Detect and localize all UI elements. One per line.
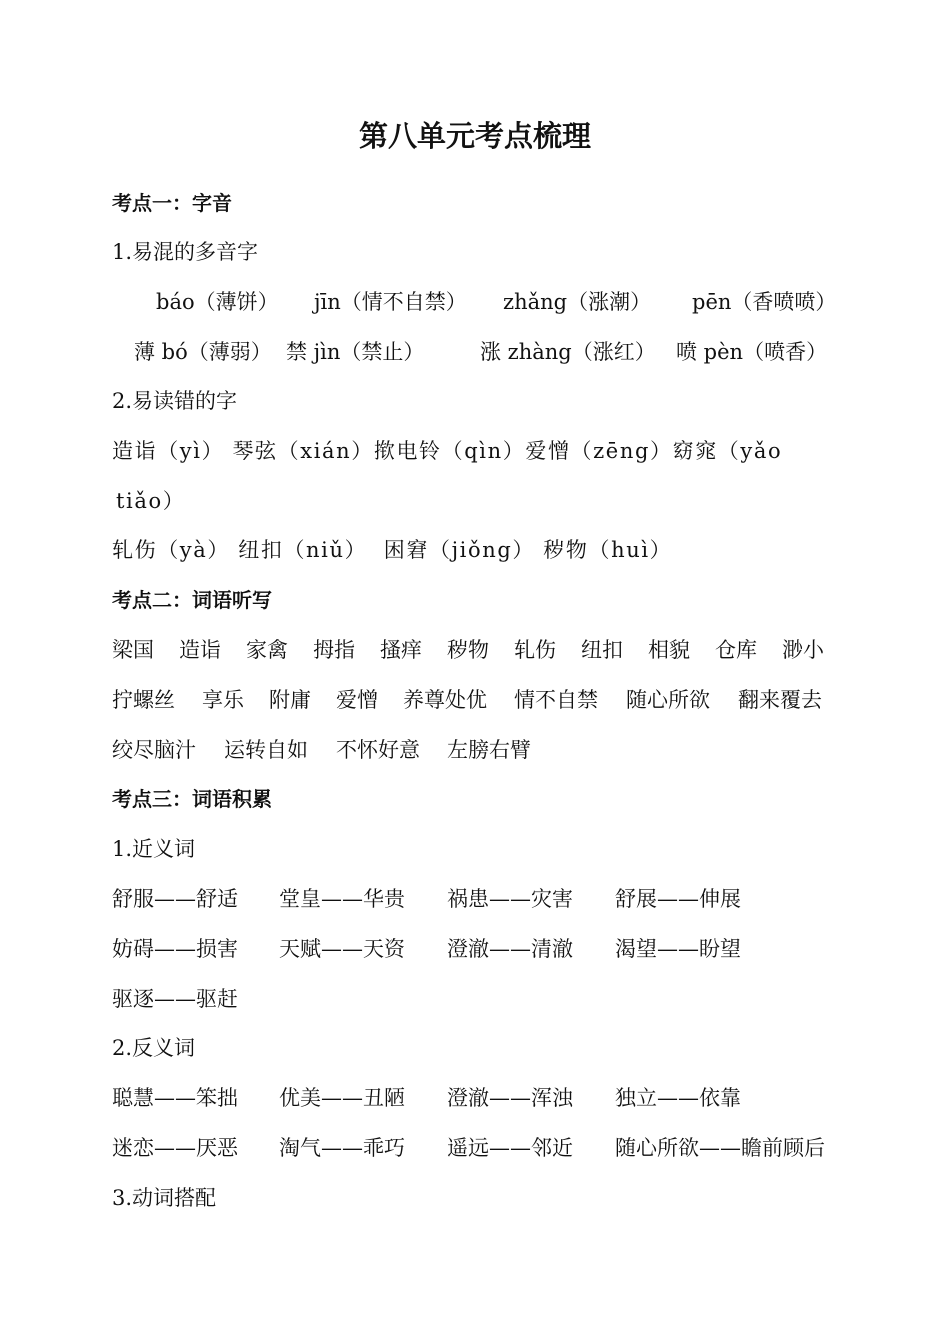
section-heading-pronunciation: 考点一：字音 xyxy=(112,191,232,215)
word: 爱憎 xyxy=(336,688,378,712)
polyphonic-item: 薄 bó（薄弱） xyxy=(134,340,272,364)
subheading-polyphonic: 1.易混的多音字 xyxy=(112,240,259,264)
polyphonic-item: 禁 jìn（禁止） xyxy=(286,340,425,364)
polyphonic-item: báo（薄饼） xyxy=(156,290,279,314)
word: 轧伤 xyxy=(514,638,556,662)
word-pair: 独立——依靠 xyxy=(615,1086,741,1110)
word: 养尊处优 xyxy=(403,688,487,712)
word: 渺小 xyxy=(782,638,824,662)
word-pair: 优美——丑陋 xyxy=(279,1086,405,1110)
subheading-antonyms: 2.反义词 xyxy=(112,1036,196,1060)
word-pair: 渴望——盼望 xyxy=(615,937,741,961)
word: 梁国 xyxy=(112,638,154,662)
polyphonic-item: zhǎng（涨潮） xyxy=(503,290,652,314)
word: 随心所欲 xyxy=(626,688,710,712)
word-pair: 淘气——乖巧 xyxy=(279,1136,405,1160)
word-pair: 澄澈——清澈 xyxy=(447,937,573,961)
section-heading-vocabulary: 考点三：词语积累 xyxy=(112,787,272,811)
word: 左膀右臂 xyxy=(447,738,531,762)
word-pair: 遥远——邻近 xyxy=(447,1136,573,1160)
word: 家禽 xyxy=(246,638,288,662)
word-pair: 天赋——天资 xyxy=(279,937,405,961)
page-title: 第八单元考点梳理 xyxy=(358,119,591,153)
word-pair: 迷恋——厌恶 xyxy=(112,1136,238,1160)
word: 仓库 xyxy=(715,638,757,662)
word: 附庸 xyxy=(269,688,311,712)
subheading-misread: 2.易读错的字 xyxy=(112,389,238,413)
word-pair: 澄澈——浑浊 xyxy=(447,1086,573,1110)
word-pair: 妨碍——损害 xyxy=(112,937,238,961)
dictation-row-2 xyxy=(0,680,950,720)
word-pair: 堂皇——华贵 xyxy=(279,887,405,911)
word: 拇指 xyxy=(313,638,355,662)
polyphonic-item: 喷 pèn（喷香） xyxy=(676,340,828,364)
word: 享乐 xyxy=(202,688,244,712)
word-pair: 驱逐——驱赶 xyxy=(112,987,238,1011)
antonyms-row-1 xyxy=(0,1078,950,1118)
misread-row-1-cont: tiǎo） xyxy=(116,489,186,513)
polyphonic-item: pēn（香喷喷） xyxy=(692,290,837,314)
section-heading-dictation: 考点二：词语听写 xyxy=(112,588,272,612)
word: 造诣 xyxy=(179,638,221,662)
polyphonic-row-2 xyxy=(0,332,950,372)
subheading-synonyms: 1.近义词 xyxy=(112,837,196,861)
word-pair: 聪慧——笨拙 xyxy=(112,1086,238,1110)
word: 相貌 xyxy=(648,638,690,662)
dictation-row-1 xyxy=(0,630,950,670)
polyphonic-row-1 xyxy=(0,282,950,322)
word: 绞尽脑汁 xyxy=(112,738,196,762)
polyphonic-item: 涨 zhàng（涨红） xyxy=(480,340,656,364)
synonyms-row-1 xyxy=(0,879,950,919)
antonyms-row-2 xyxy=(0,1128,950,1168)
word: 拧螺丝 xyxy=(112,688,175,712)
word: 运转自如 xyxy=(224,738,308,762)
word: 秽物 xyxy=(447,638,489,662)
subheading-verb-collocation: 3.动词搭配 xyxy=(112,1186,217,1210)
synonyms-row-3 xyxy=(0,979,950,1019)
synonyms-row-2 xyxy=(0,929,950,969)
word: 翻来覆去 xyxy=(738,688,822,712)
word: 情不自禁 xyxy=(514,688,598,712)
word-pair: 祸患——灾害 xyxy=(447,887,573,911)
word-pair: 舒服——舒适 xyxy=(112,887,238,911)
word-pair: 舒展——伸展 xyxy=(615,887,741,911)
word: 纽扣 xyxy=(581,638,623,662)
misread-row-2: 轧伤（yà） 纽扣（niǔ） 困窘（jiǒng） 秽物（huì） xyxy=(112,538,673,562)
polyphonic-item: jīn（情不自禁） xyxy=(314,290,467,314)
word: 搔痒 xyxy=(380,638,422,662)
word: 不怀好意 xyxy=(336,738,420,762)
dictation-row-3 xyxy=(0,730,950,770)
word-pair: 随心所欲——瞻前顾后 xyxy=(615,1136,825,1160)
misread-row-1: 造诣（yì） 琴弦（xián）揿电铃（qìn）爱憎（zēng）窈窕（yǎo xyxy=(112,439,783,463)
